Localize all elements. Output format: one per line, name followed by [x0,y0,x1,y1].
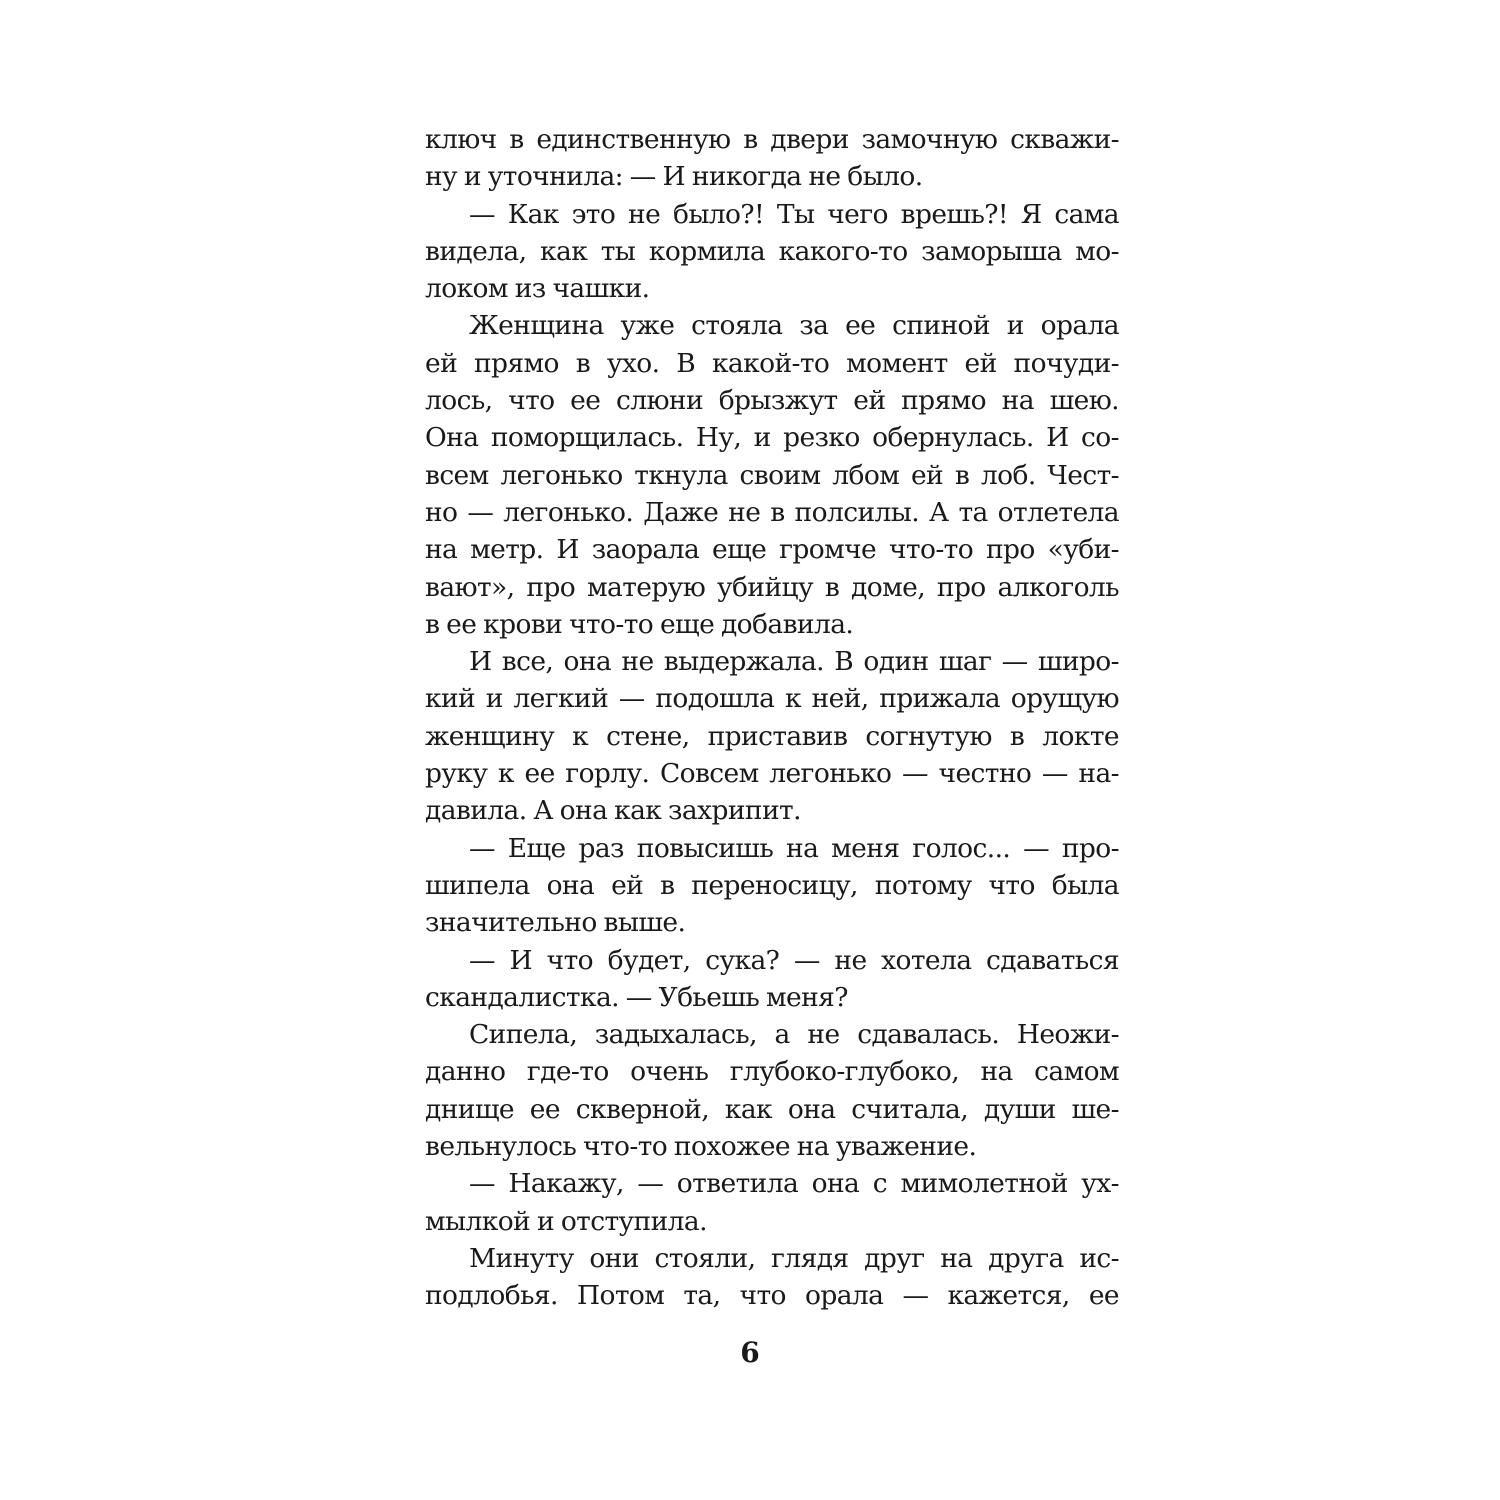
text-line: — Как это не было?! Ты чего врешь?! Я сама [469,198,1119,230]
text-line: днище ее скверной, как она считала, души ше- [425,1093,1119,1125]
text-line: скандалистка. — Убьешь меня? [425,981,848,1013]
text-line: ну и уточнила: — И никогда не было. [425,161,923,193]
text-line: лось, что ее слюни брызжут ей прямо на шею. [425,385,1119,417]
text-line: подлобья. Потом та, что орала — кажется, ее [425,1280,1119,1312]
text-line: вают», про матерую убийцу в доме, про алкоголь [425,571,1119,603]
text-line: кий и легкий — подошла к ней, прижала орущую [425,683,1119,715]
text-line: на метр. И заорала еще громче что-то про «уби- [425,534,1119,566]
text-line: Женщина уже стояла за ее спиной и орала [469,310,1119,342]
text-line: локом из чашки. [425,273,650,305]
body-text [425,121,1119,1315]
text-line: — Еще раз повысишь на меня голос... — про- [469,832,1119,864]
text-line: И все, она не выдержала. В один шаг — широ- [469,646,1119,678]
text-line: Она поморщилась. Ну, и резко обернулась. И со- [425,422,1119,454]
text-line: значительно выше. [425,907,686,939]
text-line: руку к ее горлу. Совсем легонько — честно — на- [425,758,1119,790]
text-line: всем легонько ткнула своим лбом ей в лоб. Чест- [425,459,1119,491]
text-line: в ее крови что-то еще добавила. [425,608,854,640]
text-line: шипела она ей в переносицу, потому что была [425,869,1119,901]
text-line: ключ в единственную в двери замочную скважи- [425,124,1119,155]
text-line: но — легонько. Даже не в полсилы. А та отлетела [425,496,1119,528]
text-line: — И что будет, сука? — не хотела сдаваться [469,944,1119,976]
page-number: 6 [740,1336,760,1369]
text-line: женщину к стене, приставив согнутую в локте [425,720,1119,752]
text-line: данно где-то очень глубоко-глубоко, на самом [425,1056,1119,1088]
text-line: видела, как ты кормила какого-то заморыша мо- [425,235,1119,267]
text-line: Минуту они стояли, глядя друг на друга ис- [469,1242,1119,1274]
text-line: ей прямо в ухо. В какой-то момент ей почуди- [425,347,1119,379]
text-line: мылкой и отступила. [425,1205,707,1237]
text-line: — Накажу, — ответила она с мимолетной ух- [469,1168,1119,1200]
text-line: вельнулось что-то похожее на уважение. [425,1131,977,1163]
text-line: давила. А она как захрипит. [425,795,801,827]
text-line: Сипела, задыхалась, а не сдавалась. Неожи- [469,1019,1119,1051]
